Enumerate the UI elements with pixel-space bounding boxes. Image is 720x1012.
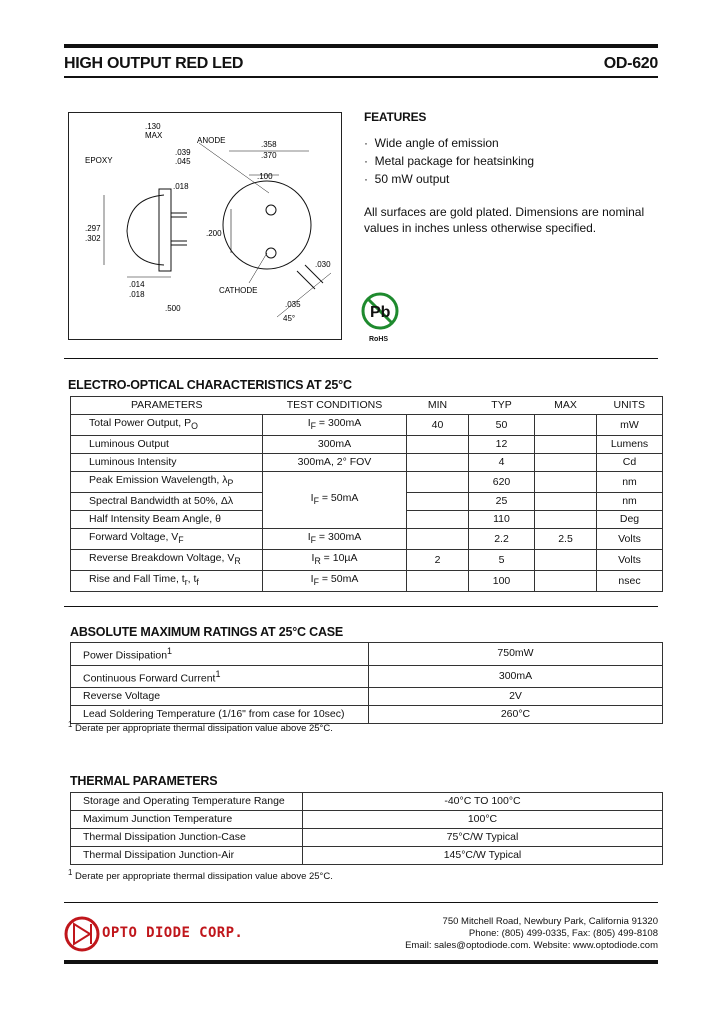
col-header: TYP — [469, 397, 535, 415]
col-header: UNITS — [597, 397, 663, 415]
thermal-value: 75°C/W Typical — [303, 829, 663, 847]
table-row — [71, 665, 663, 688]
footer-top-rule — [64, 902, 658, 903]
units-cell: Deg — [597, 511, 663, 529]
email-website[interactable]: Email: sales@optodiode.com. Website: www.optodiode.com — [405, 940, 658, 951]
dim-label: .014 — [129, 280, 145, 289]
max-cell — [535, 436, 597, 454]
table-row — [71, 529, 663, 550]
typ-cell: 620 — [469, 472, 535, 493]
max-cell — [535, 415, 597, 436]
param-cell: Reverse Breakdown Voltage, $V_R$ — [71, 550, 263, 571]
dim-label: 45° — [283, 314, 296, 323]
typ-cell: 2.2 — [469, 529, 535, 550]
min-cell: 2 — [407, 550, 469, 571]
amr-footnote: $^1$ Derate per appropriate thermal dissipation value above 25°C. — [68, 720, 333, 735]
eo-heading: ELECTRO-OPTICAL CHARACTERISTICS AT 25°C — [68, 378, 352, 392]
cond-cell: 300mA, 2° FOV — [263, 454, 407, 472]
max-cell — [535, 571, 597, 592]
min-cell — [407, 436, 469, 454]
address: 750 Mitchell Road, Newbury Park, California 91320 — [442, 916, 658, 927]
units-cell: nm — [597, 472, 663, 493]
rohs-caption: RoHS — [369, 336, 389, 343]
rating-label: Power Dissipation$^1$ — [71, 643, 369, 666]
company-contact — [405, 916, 658, 952]
cond-cell: 300mA — [263, 436, 407, 454]
section-rule — [64, 606, 658, 607]
cond-cell: $I_R = 10\mu A$ — [263, 550, 407, 571]
rating-value: 300mA — [369, 665, 663, 688]
amr-heading: ABSOLUTE MAXIMUM RATINGS AT 25°C CASE — [70, 625, 344, 639]
phone-fax: Phone: (805) 499-0335, Fax: (805) 499-8108 — [468, 928, 658, 939]
company-logo — [64, 914, 284, 954]
thermal-value: 145°C/W Typical — [303, 847, 663, 865]
units-cell: Volts — [597, 529, 663, 550]
dim-label: .130 — [145, 122, 161, 131]
min-cell — [407, 529, 469, 550]
units-cell: nm — [597, 493, 663, 511]
cond-cell: $I_F = 300mA$ — [263, 415, 407, 436]
feature-item: · Wide angle of emission — [364, 136, 499, 150]
units-cell: Cd — [597, 454, 663, 472]
dim-label: .018 — [129, 290, 145, 299]
epoxy-label: EPOXY — [85, 156, 113, 165]
dim-label: .100 — [257, 172, 273, 181]
thermal-label: Thermal Dissipation Junction-Air — [71, 847, 303, 865]
col-header: PARAMETERS — [71, 397, 263, 415]
dim-label: .358 — [261, 140, 277, 149]
table-row — [71, 472, 663, 493]
dim-label: .030 — [315, 260, 331, 269]
dim-label: .370 — [261, 151, 277, 160]
min-cell — [407, 511, 469, 529]
typ-cell: 110 — [469, 511, 535, 529]
units-cell: Lumens — [597, 436, 663, 454]
typ-cell: 50 — [469, 415, 535, 436]
dome-outline — [127, 195, 164, 265]
table-row — [71, 454, 663, 472]
feature-item: · 50 mW output — [364, 172, 450, 186]
top-rule — [64, 44, 658, 48]
max-cell — [535, 550, 597, 571]
col-header: MIN — [407, 397, 469, 415]
rating-label: Lead Soldering Temperature (1/16" from case for 10sec) — [71, 706, 369, 724]
dim-label: MAX — [145, 131, 163, 140]
min-cell — [407, 571, 469, 592]
units-cell: Volts — [597, 550, 663, 571]
amr-table — [70, 642, 663, 724]
table-row — [71, 550, 663, 571]
dim-label: .018 — [173, 182, 189, 191]
max-cell — [535, 511, 597, 529]
param-cell: Total Power Output, $P_O$ — [71, 415, 263, 436]
param-cell: Spectral Bandwidth at 50%, Δλ — [71, 493, 263, 511]
max-cell — [535, 454, 597, 472]
features-note: All surfaces are gold plated. Dimensions are nominal values in inches unless otherwise specified. — [364, 205, 645, 235]
dim-label: .045 — [175, 157, 191, 166]
max-cell: 2.5 — [535, 529, 597, 550]
min-cell — [407, 454, 469, 472]
max-cell — [535, 493, 597, 511]
table-row — [71, 643, 663, 666]
feature-item: · Metal package for heatsinking — [364, 154, 535, 168]
page-title: HIGH OUTPUT RED LED — [64, 55, 244, 72]
rating-label: Reverse Voltage — [71, 688, 369, 706]
thermal-value: 100°C — [303, 811, 663, 829]
thermal-table — [70, 792, 663, 865]
eo-table — [70, 396, 663, 592]
thermal-label: Thermal Dissipation Junction-Case — [71, 829, 303, 847]
section-rule — [64, 358, 658, 359]
pb-symbol: Pb — [370, 304, 391, 321]
pb-free-badge — [360, 290, 404, 344]
dim-label: .035 — [285, 300, 301, 309]
thermal-label: Storage and Operating Temperature Range — [71, 793, 303, 811]
dim-label: .039 — [175, 148, 191, 157]
cond-cell: $I_F = 50mA$ — [263, 472, 407, 529]
features-heading: FEATURES — [364, 110, 427, 124]
header-rule — [64, 76, 658, 78]
package-body — [159, 189, 171, 271]
cathode-label: CATHODE — [219, 286, 258, 295]
col-header: MAX — [535, 397, 597, 415]
param-cell: Forward Voltage, $V_F$ — [71, 529, 263, 550]
eo-header-row — [71, 397, 663, 415]
thermal-footnote: $^1$ Derate per appropriate thermal dissipation value above 25°C. — [68, 868, 333, 883]
dim-label: .200 — [206, 229, 222, 238]
min-cell — [407, 472, 469, 493]
table-row — [71, 415, 663, 436]
typ-cell: 100 — [469, 571, 535, 592]
table-row — [71, 793, 663, 811]
anode-pin — [266, 205, 276, 215]
typ-cell: 12 — [469, 436, 535, 454]
table-row — [71, 847, 663, 865]
col-header: TEST CONDITIONS — [263, 397, 407, 415]
company-name: OPTO DIODE CORP. — [102, 925, 244, 941]
thermal-label: Maximum Junction Temperature — [71, 811, 303, 829]
thermal-value: -40°C TO 100°C — [303, 793, 663, 811]
anode-label: ANODE — [197, 136, 226, 145]
typ-cell: 4 — [469, 454, 535, 472]
table-row — [71, 829, 663, 847]
min-cell — [407, 493, 469, 511]
rating-value: 260°C — [369, 706, 663, 724]
table-row — [71, 571, 663, 592]
dim-label: .297 — [85, 224, 101, 233]
dim-label: .500 — [165, 304, 181, 313]
rating-value: 2V — [369, 688, 663, 706]
rating-value: 750mW — [369, 643, 663, 666]
thermal-heading: THERMAL PARAMETERS — [70, 774, 218, 788]
param-cell: Peak Emission Wavelength, $\lambda_P$ — [71, 472, 263, 493]
features-list — [364, 136, 534, 186]
rating-label: Continuous Forward Current$^1$ — [71, 665, 369, 688]
part-number: OD-620 — [603, 55, 658, 72]
typ-cell: 25 — [469, 493, 535, 511]
param-cell: Half Intensity Beam Angle, θ — [71, 511, 263, 529]
package-drawing — [68, 112, 342, 340]
dim-label: .302 — [85, 234, 101, 243]
param-cell: Luminous Intensity — [71, 454, 263, 472]
bottom-rule — [64, 960, 658, 964]
units-cell: nsec — [597, 571, 663, 592]
table-row — [71, 436, 663, 454]
cathode-pin — [266, 248, 276, 258]
param-cell: Luminous Output — [71, 436, 263, 454]
cond-cell: $I_F = 300mA$ — [263, 529, 407, 550]
cond-cell: $I_F = 50mA$ — [263, 571, 407, 592]
table-row — [71, 811, 663, 829]
min-cell: 40 — [407, 415, 469, 436]
param-cell: Rise and Fall Time, $t_r$, $t_f$ — [71, 571, 263, 592]
table-row — [71, 688, 663, 706]
typ-cell: 5 — [469, 550, 535, 571]
max-cell — [535, 472, 597, 493]
units-cell: mW — [597, 415, 663, 436]
